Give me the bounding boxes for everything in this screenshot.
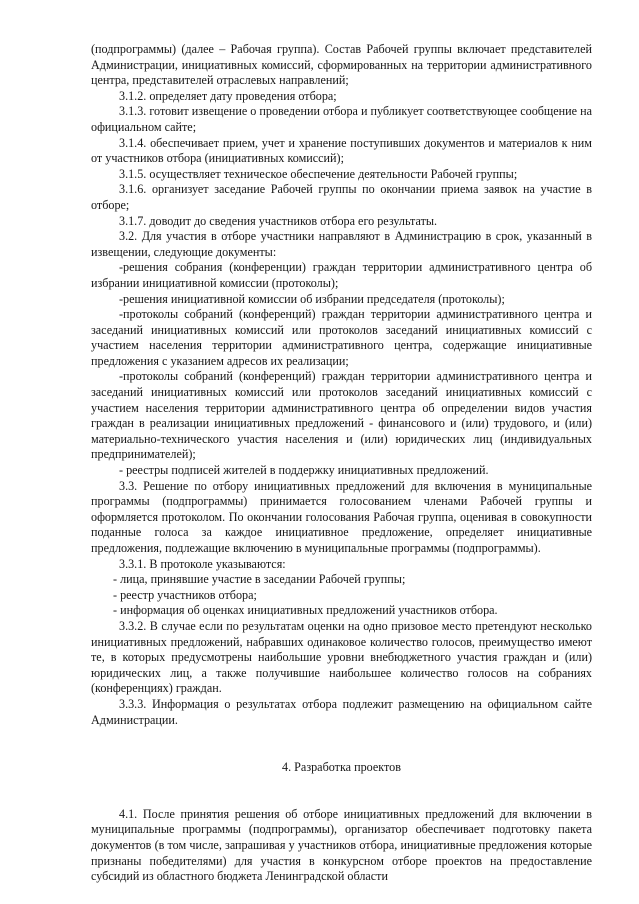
paragraph-3-1-7: 3.1.7. доводит до сведения участников отбора его результаты. — [119, 213, 438, 228]
paragraph-3-1-3: 3.1.3. готовит извещение о проведении отбора и публикует соответствующее сообщение на официальном сайте; — [91, 104, 592, 134]
list-item-protocol-2: - реестр участников отбора; — [113, 587, 257, 602]
list-item-doc-1: -решения собрания (конференции) граждан территории административного центра об избрании инициативной комиссии (протоколы); — [91, 260, 592, 290]
section-heading: 4. Разработка проектов — [282, 760, 401, 775]
paragraph-3-1-5: 3.1.5. осуществляет техническое обеспечение деятельности Рабочей группы; — [119, 166, 518, 181]
paragraph-continuation: (подпрограммы) (далее – Рабочая группа). Состав Рабочей группы включает представителей Администрации, инициативных комиссий, сформированных на территории административного центра, представителей отраслевых направлений; — [91, 42, 592, 88]
paragraph-3-1-4: 3.1.4. обеспечивает прием, учет и хранение поступивших документов и материалов к ним от участников отбора (инициативных комиссий); — [91, 135, 592, 166]
paragraph-3-3-3: 3.3.3. Информация о результатах отбора подлежит размещению на официальном сайте Администрации. — [91, 696, 592, 727]
paragraph-3-1-6: 3.1.6. организует заседание Рабочей группы по окончании приема заявок на участие в отборе; — [91, 182, 592, 212]
paragraph-3-3-2: 3.3.2. В случае если по результатам оценки на одно призовое место претендуют несколько инициативных предложений, набравших одинаковое количество голосов, преимущество имеют те, в которых предусмотрены наибольшие уровни внебюджетного участия граждан и (или) юридических лиц, а также получившие наибольшее количество голосов на собраниях (конференциях) граждан. — [91, 618, 592, 696]
spacer — [91, 791, 592, 807]
paragraph-3-1-2: 3.1.2. определяет дату проведения отбора; — [119, 88, 337, 103]
paragraph-3-3-1: 3.3.1. В протоколе указываются: — [119, 556, 286, 571]
paragraph-3-3: 3.3. Решение по отбору инициативных предложений для включения в муниципальные программы (подпрограммы) принимается голосованием членами Рабочей группы и оформляется протоколом. По окончании голосования Рабочая группа, оценивая в совокупности поданные голоса за каждое инициативное предложение, определяет инициативные предложения, подлежащие включению в муниципальные программы (подпрограммы). — [91, 478, 592, 555]
list-item-doc-4: -протоколы собраний (конференций) граждан территории административного центра и заседаний инициативных комиссий или протоколов заседаний инициативных комиссий с участием населения территории административного центра об определении видов участия граждан в реализации инициативных предложений - финансового и (или) трудового, и (или) материально-технического участия населения и (или) юридических лиц (индивидуальных предпринимателей); — [91, 369, 592, 462]
list-item-protocol-3: - информация об оценках инициативных предложений участников отбора. — [113, 603, 498, 618]
list-item-doc-5: - реестры подписей жителей в поддержку инициативных предложений. — [119, 463, 489, 478]
spacer — [91, 728, 592, 744]
list-item-doc-3: -протоколы собраний (конференций) граждан территории административного центра и заседаний инициативных комиссий или протоколов заседаний инициативных комиссий с участием населения территории административного центра, содержащие инициативные предложения с указанием адресов их реализации; — [91, 307, 592, 368]
paragraph-3-2: 3.2. Для участия в отборе участники направляют в Администрацию в срок, указанный в извещении, следующие документы: — [91, 229, 592, 259]
paragraph-4-1: 4.1. После принятия решения об отборе инициативных предложений для включении в муниципальные программы (подпрограммы), организатор обеспечивает подготовку пакета документов (в том числе, запрашивая у участников отбора, инициативные предложения которые признаны победителями) для участия в конкурсном отборе проектов на предоставление субсидий из областного бюджета Ленинградской области — [91, 806, 592, 884]
list-item-protocol-1: - лица, принявшие участие в заседании Рабочей группы; — [113, 572, 406, 587]
list-item-doc-2: -решения инициативной комиссии об избрании председателя (протоколы); — [119, 291, 505, 306]
